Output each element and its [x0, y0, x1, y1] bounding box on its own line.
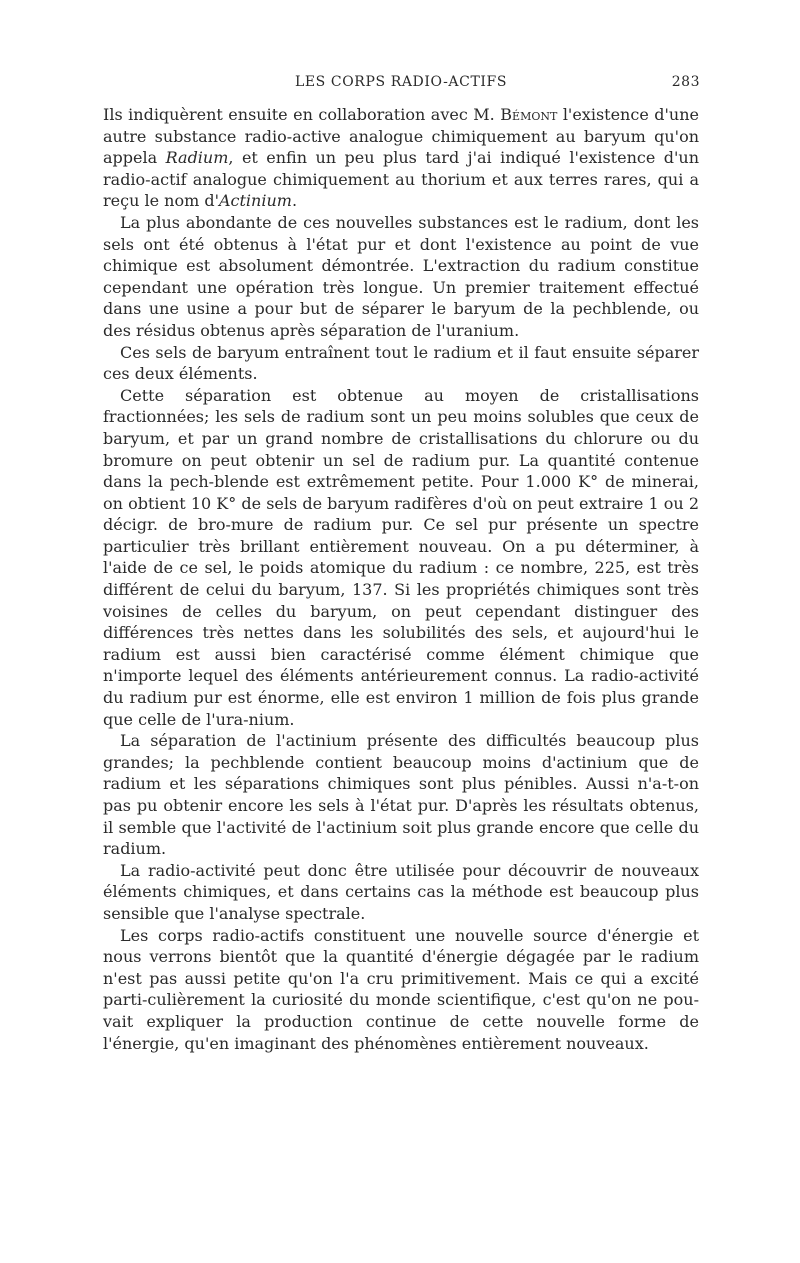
- paragraph-1: [103, 104, 699, 212]
- running-title: LES CORPS RADIO-ACTIFS: [294, 74, 508, 90]
- body-text: [103, 104, 699, 1054]
- text-span: La séparation de l'actinium présente des difficultés beaucoup plus grandes; la pechblende contient beaucoup moins d'actinium que de radium et les séparations chimiques sont plus pénibles. Aussi n'a-t-on pas pu obtenir encore les sels à l'état pur. D'après les résultats obtenus, il semble que l'activité de l'actinium soit plus grande encore que celle du radium.: [103, 731, 699, 859]
- text-span: La radio-activité peut donc être utilisée pour découvrir de nouveaux éléments chimiques, et dans certains cas la méthode est beaucoup plus sensible que l'analyse spectrale.: [103, 860, 699, 923]
- paragraph-3: [103, 342, 699, 385]
- text-span: La plus abondante de ces nouvelles substances est le radium, dont les sels ont été obtenus à l'état pur et dont l'existence au point de vue chimique est absolument démontrée. L'extraction du radium constitue cependant une opération très longue. Un premier traitement effectué dans une usine a pour but de séparer le baryum de la pechblende, ou des résidus obtenus après séparation de l'uranium.: [103, 212, 699, 340]
- term-actinium: Actinium: [218, 191, 292, 211]
- paragraph-6: [103, 860, 699, 925]
- paragraph-2: [103, 212, 699, 342]
- text-span: l'existence d'une autre substance radio-active analogue chimiquement au baryum qu'on appela: [103, 105, 700, 168]
- text-span: Les corps radio-actifs constituent une nouvelle source d'énergie et nous verrons bientôt que la quantité d'énergie dégagée par le radium n'est pas aussi petite qu'on l'a cru primitivement. Mais ce qui a excité parti-culièrement la curiosité du monde scientifique, c'est qu'on ne pou-vait expliquer la production continue de cette nouvelle forme de l'énergie, qu'en imaginant des phénomènes entièrement nouveaux.: [103, 925, 699, 1053]
- page-header: [103, 70, 699, 100]
- paragraph-7: [103, 925, 699, 1055]
- page-number: 283: [671, 74, 700, 90]
- term-radium: Radium: [165, 148, 229, 168]
- author-name-bemont: Bémont: [500, 105, 558, 124]
- text-span: .: [291, 191, 298, 211]
- text-span: Cette séparation est obtenue au moyen de cristallisations fractionnées; les sels de radium sont un peu moins solubles que ceux de baryum, et par un grand nombre de cristallisations du chlorure ou du bromure on peut obtenir un sel de radium pur. La quantité contenue dans la pech-blende est extrêmement petite. Pour 1.000 K° de minerai, on obtient 10 K° de sels de baryum radifères d'où on peut extraire 1 ou 2 décigr. de bro-mure de radium pur. Ce sel pur présente un spectre particulier très brillant entièrement nouveau. On a pu déterminer, à l'aide de ce sel, le poids atomique du radium : ce nombre, 225, est très différent de celui du baryum, 137. Si les propriétés chimiques sont très voisines de celles du baryum, on peut cependant distinguer des différences très nettes dans les solubilités des sels, et aujourd'hui le radium est aussi bien caractérisé comme élément chimique que n'importe lequel des éléments antérieurement connus. La radio-activité du radium pur est énorme, elle est environ 1 million de fois plus grande que celle de l'ura-nium.: [103, 385, 699, 729]
- text-span: , et enfin un peu plus tard j'ai indiqué l'existence d'un radio-actif analogue chimiquement au thorium et aux terres rares, qui a reçu le nom d': [103, 148, 700, 211]
- book-page: [103, 70, 699, 1054]
- paragraph-5: [103, 730, 699, 860]
- text-span: Ces sels de baryum entraînent tout le radium et il faut ensuite séparer ces deux éléments.: [103, 342, 699, 384]
- paragraph-4: [103, 385, 699, 731]
- text-span: Ils indiquèrent ensuite en collaboration avec M.: [103, 105, 501, 124]
